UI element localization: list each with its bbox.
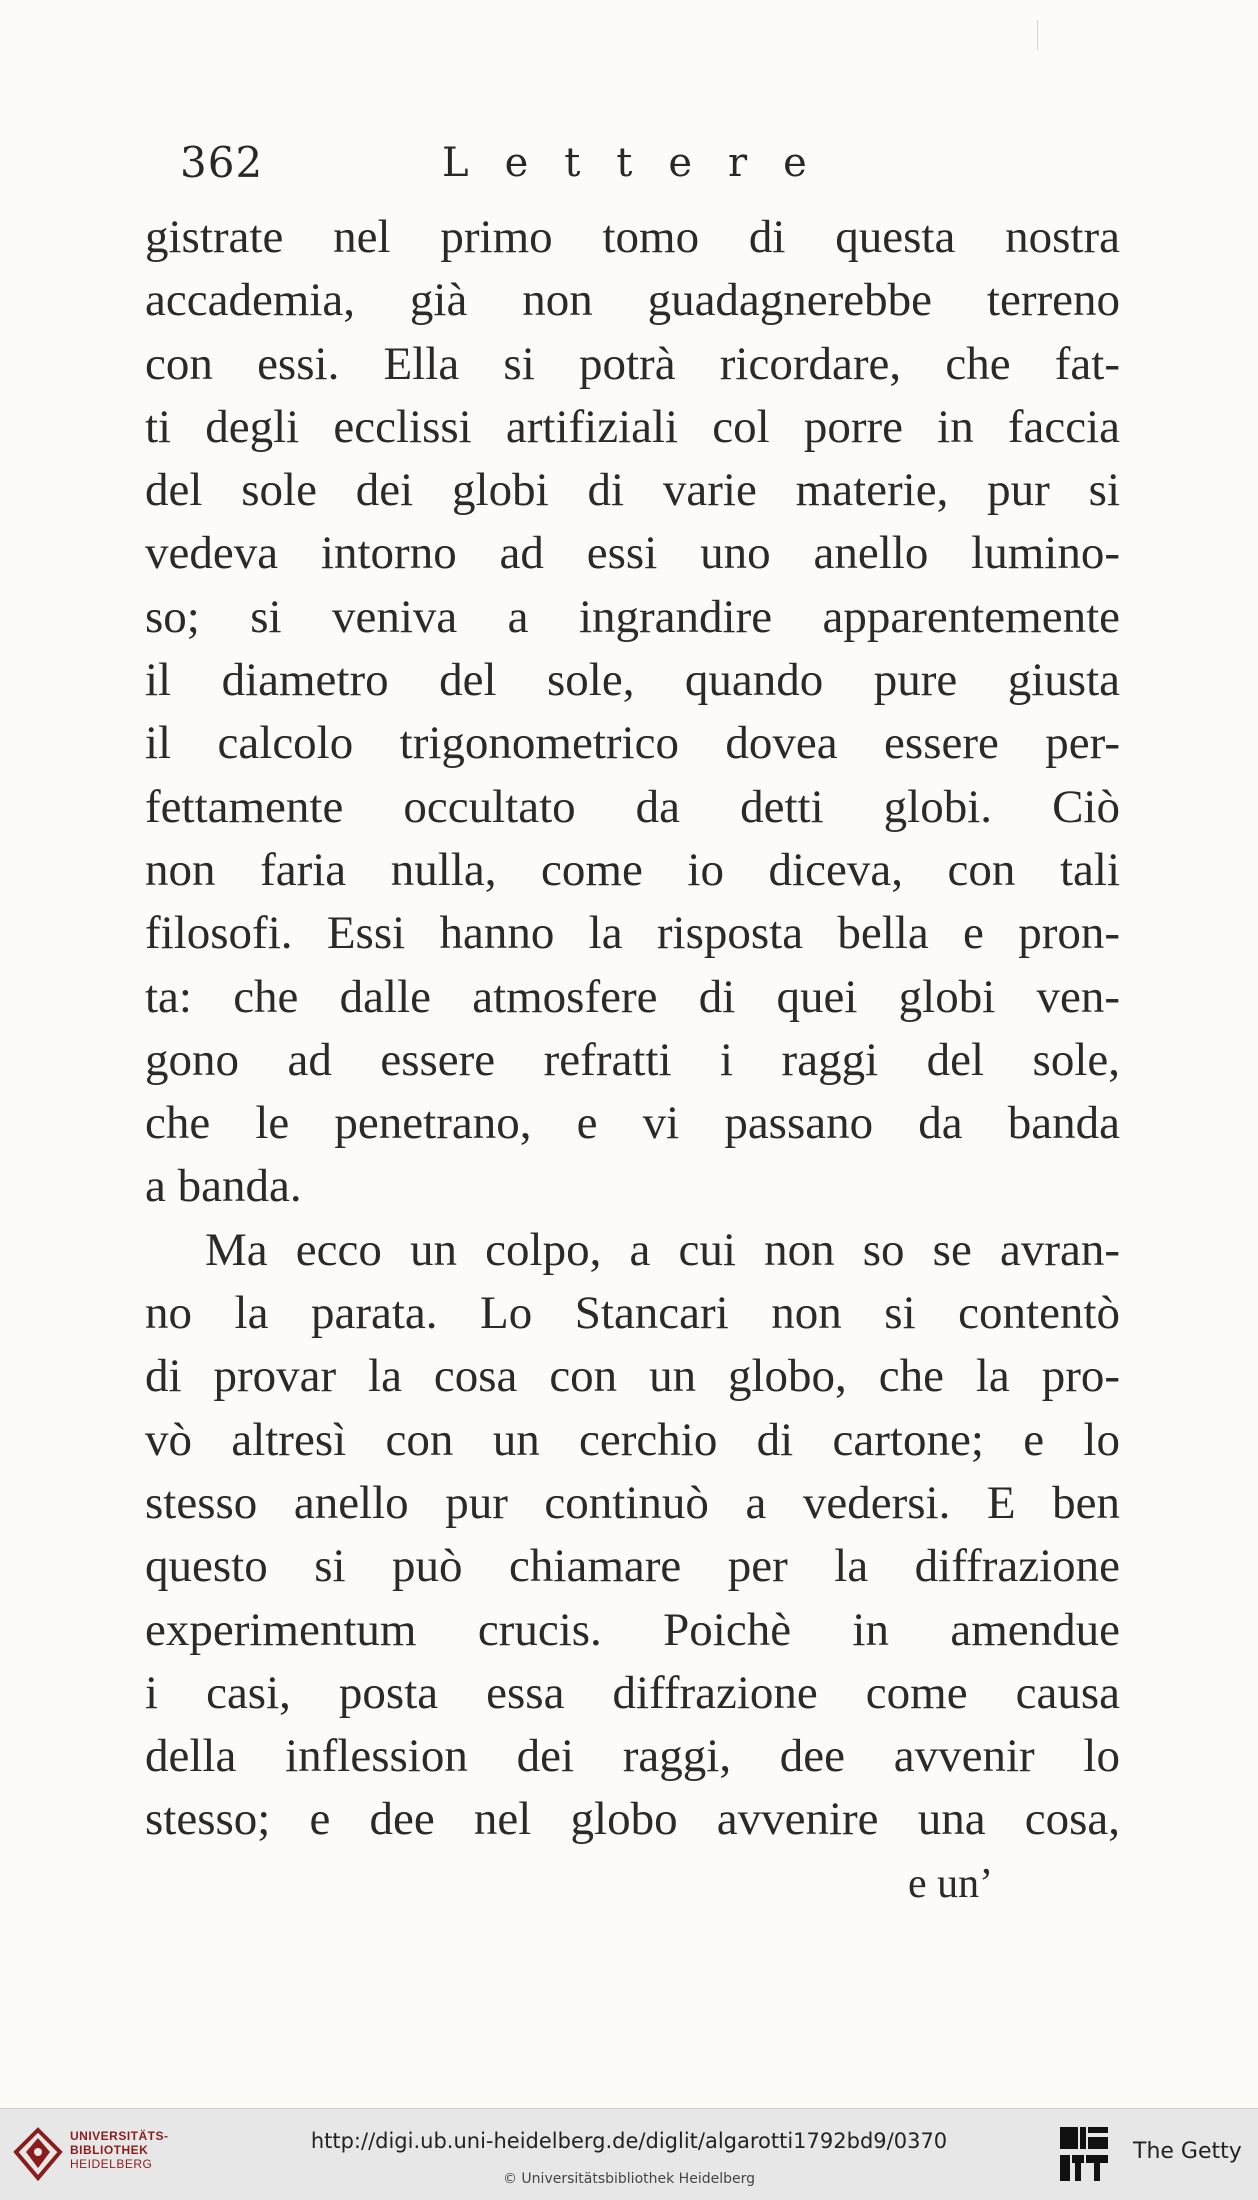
library-name-line1: UNIVERSITÄTS- <box>70 2129 169 2143</box>
footer-bar <box>0 2108 1258 2200</box>
permalink-url[interactable]: http://digi.ub.uni-heidelberg.de/diglit/algarotti1792bd9/0370 <box>310 2129 948 2153</box>
text-line: che le penetrano, e vi passano da banda <box>145 1097 1120 1150</box>
text-line: vò altresì con un cerchio di cartone; e lo <box>145 1413 1120 1466</box>
text-line: i casi, posta essa diffrazione come causa <box>145 1666 1120 1719</box>
text-line: il diametro del sole, quando pure giusta <box>145 654 1120 707</box>
catchword: e un’ <box>908 1861 994 1907</box>
text-line: fettamente occultato da detti globi. Ciò <box>145 780 1120 833</box>
text-line: di provar la cosa con un globo, che la pro- <box>145 1350 1120 1403</box>
text-line-paragraph-start: Ma ecco un colpo, a cui non so se avran- <box>205 1223 1120 1276</box>
text-line: filosofi. Essi hanno la risposta bella e pron- <box>145 907 1120 960</box>
text-line: gistrate nel primo tomo di questa nostra <box>145 211 1120 263</box>
page-number: 362 <box>180 138 264 187</box>
body-text <box>145 206 1120 1852</box>
running-head: Lettere <box>442 140 843 186</box>
text-line: so; si veniva a ingrandire apparentemente <box>145 590 1120 643</box>
text-line: della inflession dei raggi, dee avvenir lo <box>145 1730 1120 1783</box>
text-line: vedeva intorno ad essi uno anello lumino- <box>145 527 1120 580</box>
text-line: no la parata. Lo Stancari non si contentò <box>145 1287 1120 1340</box>
page-header <box>180 138 1080 198</box>
partner-name: The Getty <box>1133 2139 1242 2164</box>
text-line: non faria nulla, come io diceva, con tali <box>145 843 1120 896</box>
text-line: stesso anello pur continuò a vedersi. E ben <box>145 1476 1120 1529</box>
getty-logo-icon[interactable] <box>1058 2125 1110 2183</box>
text-line: con essi. Ella si potrà ricordare, che fat- <box>145 337 1120 390</box>
text-line: il calcolo trigonometrico dovea essere per- <box>145 717 1120 770</box>
text-line: stesso; e dee nel globo avvenire una cosa, <box>145 1793 1120 1846</box>
text-line: experimentum crucis. Poichè in amendue <box>145 1603 1120 1656</box>
text-line: a banda. <box>145 1160 302 1213</box>
text-line: ti degli ecclissi artifiziali col porre in faccia <box>145 400 1120 453</box>
library-name-line3: HEIDELBERG <box>70 2157 153 2171</box>
copyright-notice: © Universitätsbibliothek Heidelberg <box>502 2171 755 2187</box>
page-edge-mark <box>1037 20 1038 50</box>
library-name-line2: BIBLIOTHEK <box>70 2143 149 2157</box>
text-line: ta: che dalle atmosfere di quei globi ven- <box>145 970 1120 1023</box>
text-line: questo si può chiamare per la diffrazione <box>145 1540 1120 1593</box>
text-line: gono ad essere refratti i raggi del sole, <box>145 1033 1120 1086</box>
text-line: accademia, già non guadagnerebbe terreno <box>145 274 1120 327</box>
text-line: del sole dei globi di varie materie, pur si <box>145 464 1120 517</box>
